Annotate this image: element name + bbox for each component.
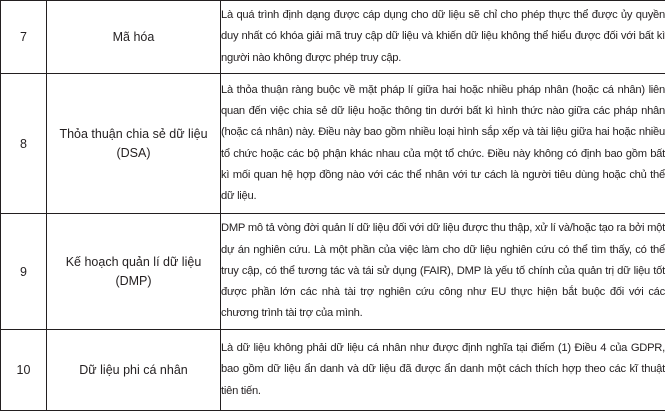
table-row — [1, 74, 665, 214]
definition-cell — [221, 330, 665, 411]
definition-cell — [221, 1, 665, 74]
term-cell: Mã hóa — [47, 1, 221, 74]
table-row — [1, 214, 665, 330]
definition-text: Là dữ liệu không phải dữ liệu cá nhân như được định nghĩa tại điểm (1) Điều 4 của GDPR, bao gồm dữ liệu ẩn danh và dữ liệu đã được ẩn danh một cách thích hợp theo các kĩ thuật tiên tiến. — [221, 338, 665, 402]
definition-cell — [221, 214, 665, 330]
term-cell: Kế hoạch quản lí dữ liệu (DMP) — [47, 214, 221, 330]
table-row — [1, 330, 665, 411]
row-number: 7 — [1, 1, 47, 74]
row-number: 9 — [1, 214, 47, 330]
definition-text: DMP mô tả vòng đời quản lí dữ liệu đối với dữ liệu được thu thập, xử lí và/hoặc tạo ra bởi một dự án nghiên cứu. Là một phần của việc làm cho dữ liệu nghiên cứu có thể tìm thấy, có thể truy cập, có thể tương tác và tái sử dụng (FAIR), DMP là yếu tố chính của quản trị dữ liệu tốt được phần lớn các nhà tài trợ nghiên cứu công như EU thực hiện bắt buộc đối với các chương trình tài trợ của mình. — [221, 218, 665, 324]
definition-text: Là thỏa thuận ràng buộc về mặt pháp lí giữa hai hoặc nhiều pháp nhân (hoặc cá nhân) liên quan đến việc chia sẻ dữ liệu hoặc thông tin dưới bất kì hình thức nào giữa các pháp nhân (hoặc cá nhân) này. Điều này bao gồm nhiều loại hình sắp xếp và tài liệu giữa hai hoặc nhiều tổ chức hoặc các bộ phận khác nhau của một tổ chức. Điều này không có định bao gồm bất kì mối quan hệ hợp đồng nào với các thể nhân với tư cách là người tiêu dùng hoặc chủ thể dữ liệu. — [221, 80, 665, 208]
definition-text: Là quá trình định dạng được cáp dụng cho dữ liệu sẽ chỉ cho phép thực thể được ủy quyền duy nhất có khóa giải mã truy cập dữ liệu và khiến dữ liệu không thể hiểu được đối với bất kì người nào không được phép truy cập. — [221, 5, 665, 69]
definition-cell — [221, 74, 665, 214]
row-number: 8 — [1, 74, 47, 214]
term-cell: Dữ liệu phi cá nhân — [47, 330, 221, 411]
row-number: 10 — [1, 330, 47, 411]
term-cell: Thỏa thuận chia sẻ dữ liệu (DSA) — [47, 74, 221, 214]
table-row — [1, 1, 665, 74]
